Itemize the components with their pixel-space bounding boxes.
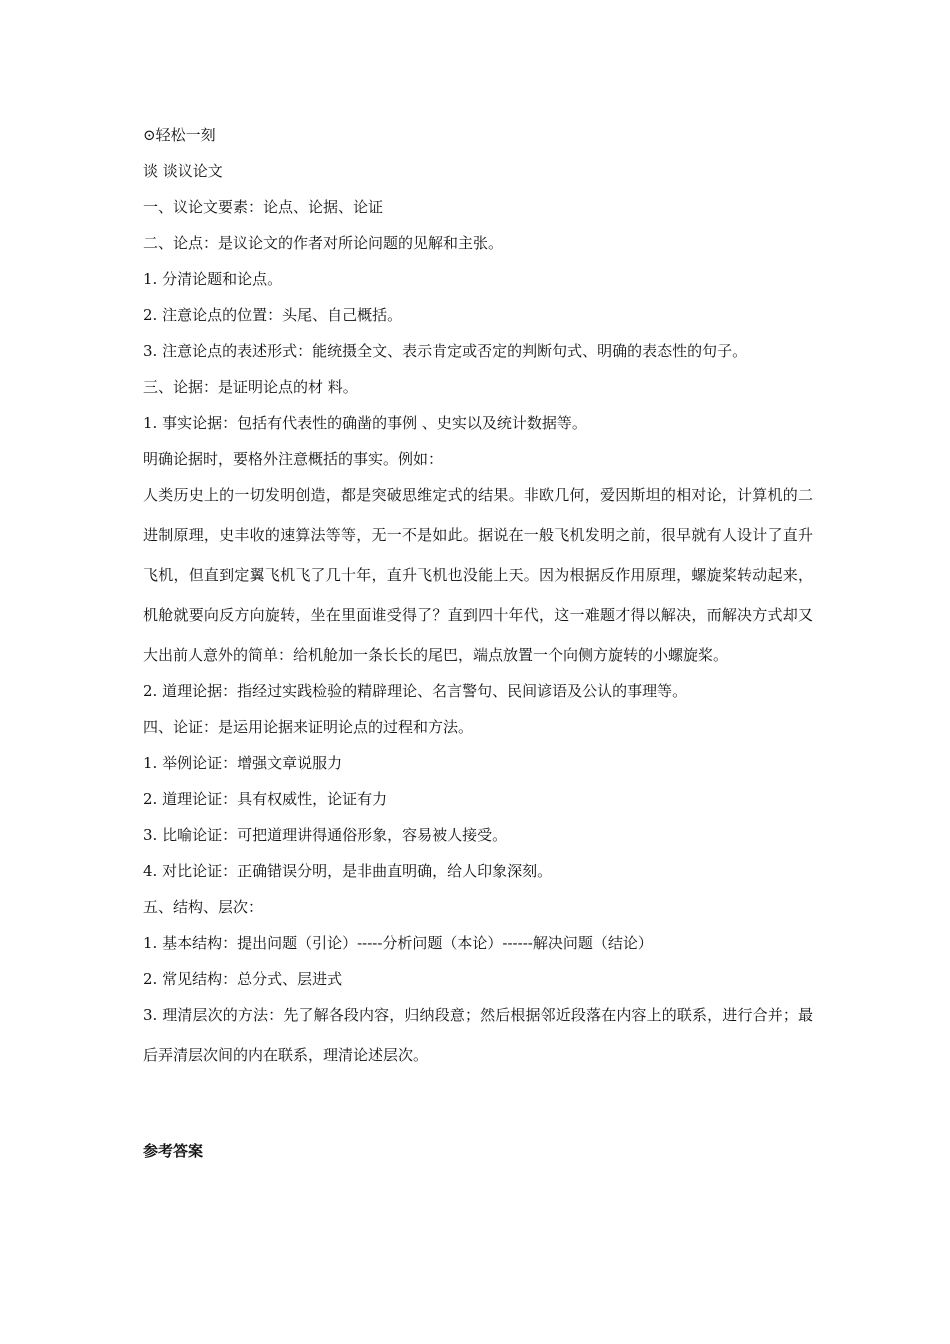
evidence-note: 明确论据时，要格外注意概括的事实。例如： bbox=[143, 450, 444, 468]
reasoning-item-2: 2. 道理论证：具有权威性，论证有力 bbox=[143, 790, 388, 808]
example-paragraph: 人类历史上的一切发明创造，都是突破思维定式的结果。非欧几何，爱因斯坦的相对论，计算机的二进制原理，史丰收的速算法等等，无一不是如此。据说在一般飞机发明之前，很早就有人设计了直升飞机，但直到定翼飞机飞了几十年，直升飞机也没能上天。因为根据反作用原理，螺旋桨转动起来，机舱就要向反方向旋转，坐在里面谁受得了？直到四十年代，这一难题才得以解决，而解决方式却又大出前人意外的简单：给机舱加一条长长的尾巴，端点放置一个向侧方旋转的小螺旋桨。 bbox=[143, 486, 813, 664]
heading-elements: 一、议论文要素：论点、论据、论证 bbox=[143, 198, 384, 216]
heading-reasoning: 四、论证：是运用论据来证明论点的过程和方法。 bbox=[143, 718, 474, 736]
reasoning-item-3: 3. 比喻论证：可把道理讲得通俗形象，容易被人接受。 bbox=[143, 826, 508, 844]
heading-argument-point: 二、论点：是议论文的作者对所论问题的见解和主张。 bbox=[143, 234, 504, 252]
point-item-1: 1. 分清论题和论点。 bbox=[143, 270, 283, 288]
structure-item-3: 3. 理清层次的方法：先了解各段内容，归纳段意；然后根据邻近段落在内容上的联系，进行合并；最后弄清层次间的内在联系，理清论述层次。 bbox=[143, 1006, 813, 1064]
document-page bbox=[143, 125, 813, 1161]
structure-item-2: 2. 常见结构：总分式、层进式 bbox=[143, 970, 343, 988]
article-title: 谈 谈议论文 bbox=[143, 162, 223, 180]
section-title: ⊙轻松一刻 bbox=[143, 126, 216, 144]
heading-structure: 五、结构、层次： bbox=[143, 898, 264, 916]
reasoning-item-1: 1. 举例论证：增强文章说服力 bbox=[143, 754, 343, 772]
evidence-item-1: 1. 事实论据：包括有代表性的确凿的事例 、史实以及统计数据等。 bbox=[143, 414, 587, 432]
point-item-3: 3. 注意论点的表述形式：能统摄全文、表示肯定或否定的判断句式、明确的表态性的句子。 bbox=[143, 342, 748, 360]
reasoning-item-4: 4. 对比论证：正确错误分明，是非曲直明确，给人印象深刻。 bbox=[143, 862, 553, 880]
answer-heading: 参考答案 bbox=[143, 1142, 204, 1160]
evidence-item-2: 2. 道理论据：指经过实践检验的精辟理论、名言警句、民间谚语及公认的事理等。 bbox=[143, 682, 688, 700]
structure-item-1: 1. 基本结构：提出问题（引论）-----分析问题（本论）------解决问题（结论） bbox=[143, 934, 653, 952]
point-item-2: 2. 注意论点的位置：头尾、自己概括。 bbox=[143, 306, 403, 324]
heading-evidence: 三、论据：是证明论点的材 料。 bbox=[143, 378, 358, 396]
spacer bbox=[143, 1081, 813, 1141]
